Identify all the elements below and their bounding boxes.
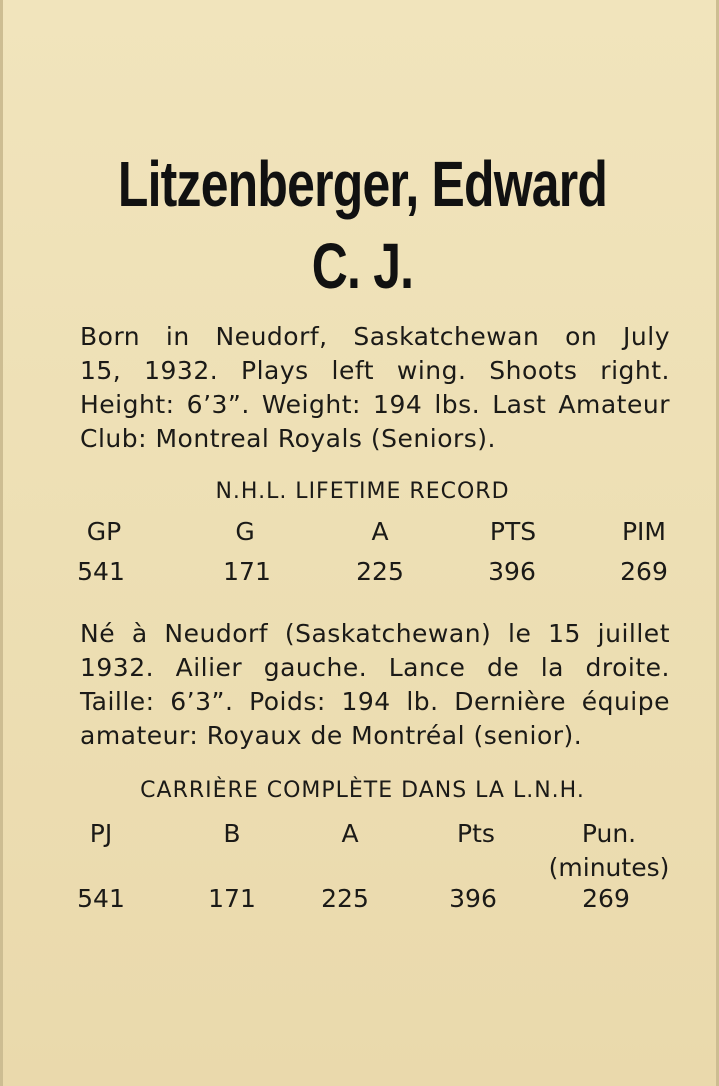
stat-header-b: B <box>223 819 241 848</box>
record-title-english: N.H.L. LIFETIME RECORD <box>215 479 510 504</box>
record-title-french: CARRIÈRE COMPLÈTE DANS LA L.N.H. <box>140 778 585 803</box>
stat-header-pim: PIM <box>621 517 667 546</box>
player-initials: C. J. <box>311 230 414 302</box>
stat-value-pts-fr: 396 <box>449 884 497 913</box>
bio-line: Né à Neudorf (Saskatchewan) le 15 juillet <box>80 619 670 648</box>
stat-header-a: A <box>371 517 389 546</box>
stat-header-minutes: (minutes) <box>548 853 670 882</box>
stat-header-g: G <box>235 517 255 546</box>
stat-value-gp: 541 <box>77 557 125 586</box>
stat-header-pun: Pun. <box>581 819 637 848</box>
stat-header-pj: PJ <box>89 819 113 848</box>
bio-english <box>80 320 670 456</box>
stat-value-b: 171 <box>208 884 256 913</box>
bio-line: 15, 1932. Plays left wing. Shoots right. <box>80 356 670 385</box>
stat-value-pun: 269 <box>582 884 630 913</box>
stat-value-a-fr: 225 <box>321 884 369 913</box>
bio-french <box>80 617 670 753</box>
player-name: Litzenberger, Edward <box>117 148 608 220</box>
bio-line: 1932. Ailier gauche. Lance de la droite. <box>80 653 670 682</box>
bio-line: Taille: 6’3”. Poids: 194 lb. Dernière équipe <box>80 687 670 716</box>
stat-header-pts-fr: Pts <box>457 819 495 848</box>
bio-line: Height: 6’3”. Weight: 194 lbs. Last Amateur <box>80 390 670 419</box>
stat-header-gp: GP <box>86 517 122 546</box>
stat-value-pim: 269 <box>620 557 668 586</box>
bio-line: Born in Neudorf, Saskatchewan on July <box>80 322 670 351</box>
stat-value-g: 171 <box>223 557 271 586</box>
stat-header-a-fr: A <box>341 819 359 848</box>
stat-value-pj: 541 <box>77 884 125 913</box>
bio-line: amateur: Royaux de Montréal (senior). <box>80 721 583 750</box>
stat-header-pts: PTS <box>489 517 537 546</box>
stat-value-pts: 396 <box>488 557 536 586</box>
bio-line: Club: Montreal Royals (Seniors). <box>80 424 496 453</box>
stat-value-a: 225 <box>356 557 404 586</box>
